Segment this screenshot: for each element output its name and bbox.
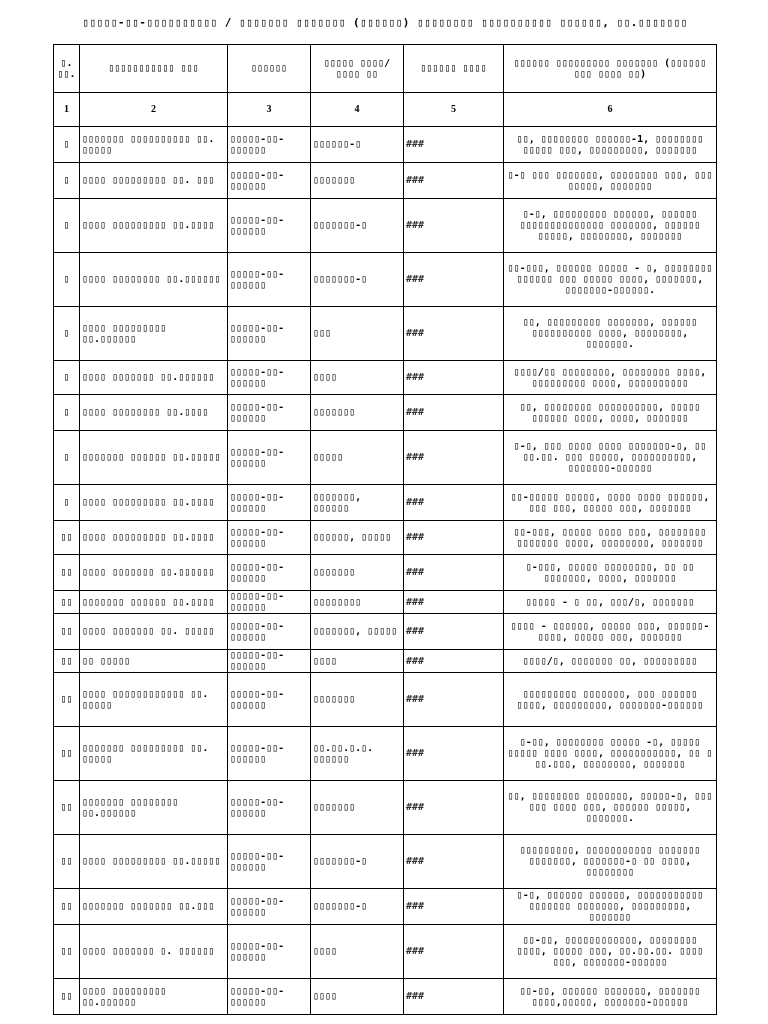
row-post: ▯▯▯▯▯-▯▯-▯▯▯▯▯▯ — [228, 199, 311, 253]
row-date: ### — [404, 650, 504, 673]
row-address: ▯-▯▯▯, ▯▯▯▯▯ ▯▯▯▯▯▯▯▯, ▯▯ ▯▯ ▯▯▯▯▯▯▯, ▯▯▯▯, ▯▯▯▯▯▯▯ — [504, 555, 717, 591]
row-address: ▯▯-▯▯, ▯▯▯▯▯▯▯▯▯▯▯▯, ▯▯▯▯▯▯▯▯ ▯▯▯▯, ▯▯▯▯▯ ▯▯▯, ▯▯.▯▯.▯▯. ▯▯▯▯ ▯▯▯, ▯▯▯▯▯▯▯-▯▯▯▯▯▯ — [504, 925, 717, 979]
row-address: ▯▯▯▯/▯, ▯▯▯▯▯▯▯ ▯▯, ▯▯▯▯▯▯▯▯▯ — [504, 650, 717, 673]
row-date: ### — [404, 395, 504, 431]
row-date: ### — [404, 555, 504, 591]
row-date: ### — [404, 979, 504, 1015]
table-row — [54, 199, 717, 253]
row-name: ▯▯▯▯ ▯▯▯▯▯▯▯▯ ▯▯.▯▯▯▯ — [80, 395, 228, 431]
row-post: ▯▯▯▯▯-▯▯-▯▯▯▯▯▯ — [228, 727, 311, 781]
row-address: ▯-▯, ▯▯▯ ▯▯▯▯ ▯▯▯▯ ▯▯▯▯▯▯▯-▯, ▯▯ ▯▯.▯▯. ▯▯▯ ▯▯▯▯▯, ▯▯▯▯▯▯▯▯▯▯, ▯▯▯▯▯▯▯-▯▯▯▯▯▯ — [504, 431, 717, 485]
column-number: 4 — [311, 93, 404, 127]
row-name: ▯▯▯▯ ▯▯▯▯▯▯▯▯▯ ▯▯.▯▯▯▯ — [80, 485, 228, 521]
row-qualification: ▯▯▯▯▯▯-▯ — [311, 127, 404, 163]
row-post: ▯▯▯▯▯-▯▯-▯▯▯▯▯▯ — [228, 555, 311, 591]
row-name: ▯▯▯▯ ▯▯▯▯▯▯▯▯▯ ▯▯.▯▯▯▯▯▯ — [80, 979, 228, 1015]
header-sno: ▯. ▯▯. — [54, 45, 80, 93]
row-sno: ▯▯ — [54, 614, 80, 650]
row-name: ▯▯▯▯▯▯▯ ▯▯▯▯▯▯ ▯▯.▯▯▯▯ — [80, 591, 228, 614]
row-address: ▯▯▯▯ - ▯▯▯▯▯▯, ▯▯▯▯▯ ▯▯▯, ▯▯▯▯▯▯-▯▯▯▯, ▯▯▯▯▯ ▯▯▯, ▯▯▯▯▯▯▯ — [504, 614, 717, 650]
row-sno: ▯▯ — [54, 835, 80, 889]
row-post: ▯▯▯▯▯-▯▯-▯▯▯▯▯▯ — [228, 781, 311, 835]
row-post: ▯▯▯▯▯-▯▯-▯▯▯▯▯▯ — [228, 395, 311, 431]
table-row — [54, 361, 717, 395]
row-sno: ▯ — [54, 199, 80, 253]
row-address: ▯▯-▯▯▯▯▯ ▯▯▯▯▯, ▯▯▯▯ ▯▯▯▯ ▯▯▯▯▯▯, ▯▯▯ ▯▯▯, ▯▯▯▯▯ ▯▯▯, ▯▯▯▯▯▯▯ — [504, 485, 717, 521]
row-address: ▯▯, ▯▯▯▯▯▯▯▯ ▯▯▯▯▯▯▯, ▯▯▯▯▯-▯, ▯▯▯ ▯▯▯ ▯▯▯▯ ▯▯▯, ▯▯▯▯▯▯ ▯▯▯▯▯, ▯▯▯▯▯▯▯. — [504, 781, 717, 835]
row-date: ### — [404, 361, 504, 395]
row-qualification: ▯▯▯▯▯▯, ▯▯▯▯▯ — [311, 521, 404, 555]
row-name: ▯▯▯▯▯▯▯ ▯▯▯▯▯▯▯ ▯▯.▯▯▯ — [80, 889, 228, 925]
row-qualification: ▯▯▯ — [311, 307, 404, 361]
row-post: ▯▯▯▯▯-▯▯-▯▯▯▯▯▯ — [228, 485, 311, 521]
row-address: ▯▯▯▯▯ - ▯ ▯▯, ▯▯▯/▯, ▯▯▯▯▯▯▯ — [504, 591, 717, 614]
table-body — [54, 127, 717, 1015]
row-sno: ▯ — [54, 127, 80, 163]
staff-table — [53, 44, 717, 1015]
row-qualification: ▯▯▯▯ — [311, 979, 404, 1015]
row-sno: ▯▯ — [54, 650, 80, 673]
row-name: ▯▯▯▯ ▯▯▯▯▯▯▯▯▯ ▯▯.▯▯▯▯ — [80, 521, 228, 555]
table-row — [54, 485, 717, 521]
row-name: ▯▯▯▯ ▯▯▯▯▯▯▯▯▯ ▯▯.▯▯▯▯▯▯ — [80, 307, 228, 361]
row-qualification: ▯▯▯▯▯ — [311, 431, 404, 485]
row-date: ### — [404, 889, 504, 925]
table-row — [54, 835, 717, 889]
row-address: ▯-▯, ▯▯▯▯▯▯▯▯▯ ▯▯▯▯▯▯, ▯▯▯▯▯▯ ▯▯▯▯▯▯▯▯▯▯▯▯▯▯ ▯▯▯▯▯▯▯, ▯▯▯▯▯▯ ▯▯▯▯▯, ▯▯▯▯▯▯▯▯, ▯▯▯▯▯▯▯ — [504, 199, 717, 253]
row-post: ▯▯▯▯▯-▯▯-▯▯▯▯▯▯ — [228, 925, 311, 979]
row-sno: ▯▯ — [54, 673, 80, 727]
row-sno: ▯▯ — [54, 979, 80, 1015]
row-address: ▯▯-▯▯▯, ▯▯▯▯▯ ▯▯▯▯ ▯▯▯, ▯▯▯▯▯▯▯▯ ▯▯▯▯▯▯▯ ▯▯▯▯, ▯▯▯▯▯▯▯▯, ▯▯▯▯▯▯▯ — [504, 521, 717, 555]
row-name: ▯▯▯▯ ▯▯▯▯▯▯▯▯▯▯▯▯ ▯▯. ▯▯▯▯▯ — [80, 673, 228, 727]
row-qualification: ▯▯▯▯▯▯▯ — [311, 163, 404, 199]
row-address: ▯-▯▯, ▯▯▯▯▯▯▯▯ ▯▯▯▯▯ -▯, ▯▯▯▯▯ ▯▯▯▯▯ ▯▯▯▯ ▯▯▯▯, ▯▯▯▯▯▯▯▯▯▯▯, ▯▯ ▯ ▯▯.▯▯▯, ▯▯▯▯▯▯▯▯, ▯▯▯▯▯▯▯ — [504, 727, 717, 781]
row-post: ▯▯▯▯▯-▯▯-▯▯▯▯▯▯ — [228, 835, 311, 889]
row-name: ▯▯▯▯ ▯▯▯▯▯▯▯ ▯▯. ▯▯▯▯▯ — [80, 614, 228, 650]
row-post: ▯▯▯▯▯-▯▯-▯▯▯▯▯▯ — [228, 307, 311, 361]
table-row — [54, 650, 717, 673]
row-name: ▯▯▯▯ ▯▯▯▯▯▯▯▯▯ ▯▯.▯▯▯▯ — [80, 199, 228, 253]
row-qualification: ▯▯.▯▯.▯.▯. ▯▯▯▯▯▯ — [311, 727, 404, 781]
table-row — [54, 925, 717, 979]
row-qualification: ▯▯▯▯▯▯▯ — [311, 781, 404, 835]
row-post: ▯▯▯▯▯-▯▯-▯▯▯▯▯▯ — [228, 127, 311, 163]
row-address: ▯▯-▯▯, ▯▯▯▯▯▯ ▯▯▯▯▯▯▯, ▯▯▯▯▯▯▯ ▯▯▯▯,▯▯▯▯▯, ▯▯▯▯▯▯▯-▯▯▯▯▯▯ — [504, 979, 717, 1015]
row-qualification: ▯▯▯▯ — [311, 925, 404, 979]
row-name: ▯▯▯▯ ▯▯▯▯▯▯▯ ▯▯.▯▯▯▯▯▯ — [80, 555, 228, 591]
row-address: ▯-▯, ▯▯▯▯▯▯ ▯▯▯▯▯▯, ▯▯▯▯▯▯▯▯▯▯▯ ▯▯▯▯▯▯▯ ▯▯▯▯▯▯▯, ▯▯▯▯▯▯▯▯▯, ▯▯▯▯▯▯▯ — [504, 889, 717, 925]
row-qualification: ▯▯▯▯▯▯▯ — [311, 395, 404, 431]
row-sno: ▯▯ — [54, 591, 80, 614]
row-sno: ▯▯ — [54, 781, 80, 835]
row-qualification: ▯▯▯▯▯▯▯, ▯▯▯▯▯ — [311, 614, 404, 650]
row-sno: ▯▯ — [54, 727, 80, 781]
row-name: ▯▯▯▯ ▯▯▯▯▯▯▯▯▯ ▯▯.▯▯▯▯▯ — [80, 835, 228, 889]
row-date: ### — [404, 307, 504, 361]
row-sno: ▯▯ — [54, 925, 80, 979]
row-qualification: ▯▯▯▯▯▯▯ — [311, 673, 404, 727]
row-post: ▯▯▯▯▯-▯▯-▯▯▯▯▯▯ — [228, 361, 311, 395]
row-sno: ▯ — [54, 395, 80, 431]
row-qualification: ▯▯▯▯ — [311, 650, 404, 673]
row-post: ▯▯▯▯▯-▯▯-▯▯▯▯▯▯ — [228, 889, 311, 925]
row-qualification: ▯▯▯▯▯▯▯ — [311, 555, 404, 591]
table-row — [54, 127, 717, 163]
row-qualification: ▯▯▯▯▯▯▯, ▯▯▯▯▯▯ — [311, 485, 404, 521]
row-sno: ▯ — [54, 361, 80, 395]
row-date: ### — [404, 485, 504, 521]
row-qualification: ▯▯▯▯▯▯▯-▯ — [311, 253, 404, 307]
table-row — [54, 395, 717, 431]
row-sno: ▯ — [54, 485, 80, 521]
table-row — [54, 555, 717, 591]
column-number-row — [54, 93, 717, 127]
header-row — [54, 45, 717, 93]
header-date: ▯▯▯▯▯▯ ▯▯▯▯ — [404, 45, 504, 93]
table-row — [54, 889, 717, 925]
header-name: ▯▯▯▯▯▯▯▯▯▯▯ ▯▯▯ — [80, 45, 228, 93]
row-name: ▯▯▯▯ ▯▯▯▯▯▯▯ ▯▯.▯▯▯▯▯▯ — [80, 361, 228, 395]
column-number: 6 — [504, 93, 717, 127]
row-name: ▯▯▯▯▯▯▯ ▯▯▯▯▯▯▯▯▯▯ ▯▯. ▯▯▯▯▯ — [80, 127, 228, 163]
row-sno: ▯▯ — [54, 521, 80, 555]
row-name: ▯▯▯▯▯▯▯ ▯▯▯▯▯▯▯▯▯ ▯▯. ▯▯▯▯▯ — [80, 727, 228, 781]
header-post: ▯▯▯▯▯▯ — [228, 45, 311, 93]
header-qualification: ▯▯▯▯▯ ▯▯▯▯/▯▯▯▯ ▯▯ — [311, 45, 404, 93]
row-address: ▯▯-▯▯▯, ▯▯▯▯▯▯ ▯▯▯▯▯ - ▯, ▯▯▯▯▯▯▯▯ ▯▯▯▯▯▯ ▯▯▯ ▯▯▯▯▯ ▯▯▯▯, ▯▯▯▯▯▯▯, ▯▯▯▯▯▯▯-▯▯▯▯▯▯. — [504, 253, 717, 307]
row-post: ▯▯▯▯▯-▯▯-▯▯▯▯▯▯ — [228, 650, 311, 673]
row-address: ▯▯▯▯▯▯▯▯▯, ▯▯▯▯▯▯▯▯▯▯▯ ▯▯▯▯▯▯▯ ▯▯▯▯▯▯▯, ▯▯▯▯▯▯▯-▯ ▯▯ ▯▯▯▯, ▯▯▯▯▯▯▯▯ — [504, 835, 717, 889]
row-qualification: ▯▯▯▯ — [311, 361, 404, 395]
row-sno: ▯ — [54, 431, 80, 485]
row-qualification: ▯▯▯▯▯▯▯-▯ — [311, 199, 404, 253]
table-row — [54, 163, 717, 199]
table-row — [54, 521, 717, 555]
table-row — [54, 253, 717, 307]
row-post: ▯▯▯▯▯-▯▯-▯▯▯▯▯▯ — [228, 253, 311, 307]
table-row — [54, 781, 717, 835]
row-date: ### — [404, 431, 504, 485]
row-name: ▯▯▯▯ ▯▯▯▯▯▯▯ ▯. ▯▯▯▯▯▯ — [80, 925, 228, 979]
row-name: ▯▯▯▯ ▯▯▯▯▯▯▯▯ ▯▯.▯▯▯▯▯▯ — [80, 253, 228, 307]
row-date: ### — [404, 727, 504, 781]
row-date: ### — [404, 521, 504, 555]
row-post: ▯▯▯▯▯-▯▯-▯▯▯▯▯▯ — [228, 591, 311, 614]
table-row — [54, 979, 717, 1015]
row-qualification: ▯▯▯▯▯▯▯-▯ — [311, 889, 404, 925]
table-row — [54, 673, 717, 727]
row-sno: ▯▯ — [54, 889, 80, 925]
row-post: ▯▯▯▯▯-▯▯-▯▯▯▯▯▯ — [228, 614, 311, 650]
row-date: ### — [404, 163, 504, 199]
row-date: ### — [404, 781, 504, 835]
column-number: 2 — [80, 93, 228, 127]
row-date: ### — [404, 835, 504, 889]
page-title: ▯▯▯▯▯-▯▯-▯▯▯▯▯▯▯▯▯▯ / ▯▯▯▯▯▯▯ ▯▯▯▯▯▯▯ (▯▯▯▯▯▯) ▯▯▯▯▯▯▯▯ ▯▯▯▯▯▯▯▯▯▯ ▯▯▯▯▯▯, ▯▯.▯▯▯▯▯▯▯ — [82, 16, 688, 29]
row-name: ▯▯▯▯ ▯▯▯▯▯▯▯▯▯ ▯▯. ▯▯▯ — [80, 163, 228, 199]
row-sno: ▯▯ — [54, 555, 80, 591]
row-sno: ▯ — [54, 253, 80, 307]
row-address: ▯▯, ▯▯▯▯▯▯▯▯ ▯▯▯▯▯▯-1, ▯▯▯▯▯▯▯▯ ▯▯▯▯▯ ▯▯▯, ▯▯▯▯▯▯▯▯▯, ▯▯▯▯▯▯▯ — [504, 127, 717, 163]
row-sno: ▯ — [54, 307, 80, 361]
row-sno: ▯ — [54, 163, 80, 199]
row-date: ### — [404, 614, 504, 650]
table-row — [54, 591, 717, 614]
row-date: ### — [404, 199, 504, 253]
row-qualification: ▯▯▯▯▯▯▯-▯ — [311, 835, 404, 889]
table-row — [54, 614, 717, 650]
row-name: ▯▯▯▯▯▯▯ ▯▯▯▯▯▯▯▯ ▯▯.▯▯▯▯▯▯ — [80, 781, 228, 835]
row-post: ▯▯▯▯▯-▯▯-▯▯▯▯▯▯ — [228, 673, 311, 727]
row-address: ▯-▯ ▯▯▯ ▯▯▯▯▯▯▯, ▯▯▯▯▯▯▯▯ ▯▯▯, ▯▯▯ ▯▯▯▯▯, ▯▯▯▯▯▯▯ — [504, 163, 717, 199]
row-address: ▯▯, ▯▯▯▯▯▯▯▯ ▯▯▯▯▯▯▯▯▯▯, ▯▯▯▯▯ ▯▯▯▯▯▯ ▯▯▯▯, ▯▯▯▯, ▯▯▯▯▯▯▯ — [504, 395, 717, 431]
row-post: ▯▯▯▯▯-▯▯-▯▯▯▯▯▯ — [228, 431, 311, 485]
column-number: 3 — [228, 93, 311, 127]
table-row — [54, 727, 717, 781]
row-date: ### — [404, 925, 504, 979]
row-date: ### — [404, 253, 504, 307]
row-name: ▯▯ ▯▯▯▯▯ — [80, 650, 228, 673]
header-address: ▯▯▯▯▯▯ ▯▯▯▯▯▯▯▯▯ ▯▯▯▯▯▯▯ (▯▯▯▯▯▯ ▯▯▯ ▯▯▯▯ ▯▯) — [504, 45, 717, 93]
row-date: ### — [404, 673, 504, 727]
row-post: ▯▯▯▯▯-▯▯-▯▯▯▯▯▯ — [228, 163, 311, 199]
row-address: ▯▯▯▯/▯▯ ▯▯▯▯▯▯▯▯, ▯▯▯▯▯▯▯▯ ▯▯▯▯, ▯▯▯▯▯▯▯▯▯ ▯▯▯▯, ▯▯▯▯▯▯▯▯▯▯ — [504, 361, 717, 395]
row-date: ### — [404, 127, 504, 163]
column-number: 5 — [404, 93, 504, 127]
table-row — [54, 307, 717, 361]
row-address: ▯▯▯▯▯▯▯▯▯ ▯▯▯▯▯▯▯, ▯▯▯ ▯▯▯▯▯▯ ▯▯▯▯, ▯▯▯▯▯▯▯▯▯, ▯▯▯▯▯▯▯-▯▯▯▯▯▯ — [504, 673, 717, 727]
row-qualification: ▯▯▯▯▯▯▯▯ — [311, 591, 404, 614]
table-row — [54, 431, 717, 485]
row-name: ▯▯▯▯▯▯▯ ▯▯▯▯▯▯ ▯▯.▯▯▯▯▯ — [80, 431, 228, 485]
column-number: 1 — [54, 93, 80, 127]
row-post: ▯▯▯▯▯-▯▯-▯▯▯▯▯▯ — [228, 521, 311, 555]
row-date: ### — [404, 591, 504, 614]
row-post: ▯▯▯▯▯-▯▯-▯▯▯▯▯▯ — [228, 979, 311, 1015]
row-address: ▯▯, ▯▯▯▯▯▯▯▯▯ ▯▯▯▯▯▯▯, ▯▯▯▯▯▯ ▯▯▯▯▯▯▯▯▯▯ ▯▯▯▯, ▯▯▯▯▯▯▯▯, ▯▯▯▯▯▯▯. — [504, 307, 717, 361]
